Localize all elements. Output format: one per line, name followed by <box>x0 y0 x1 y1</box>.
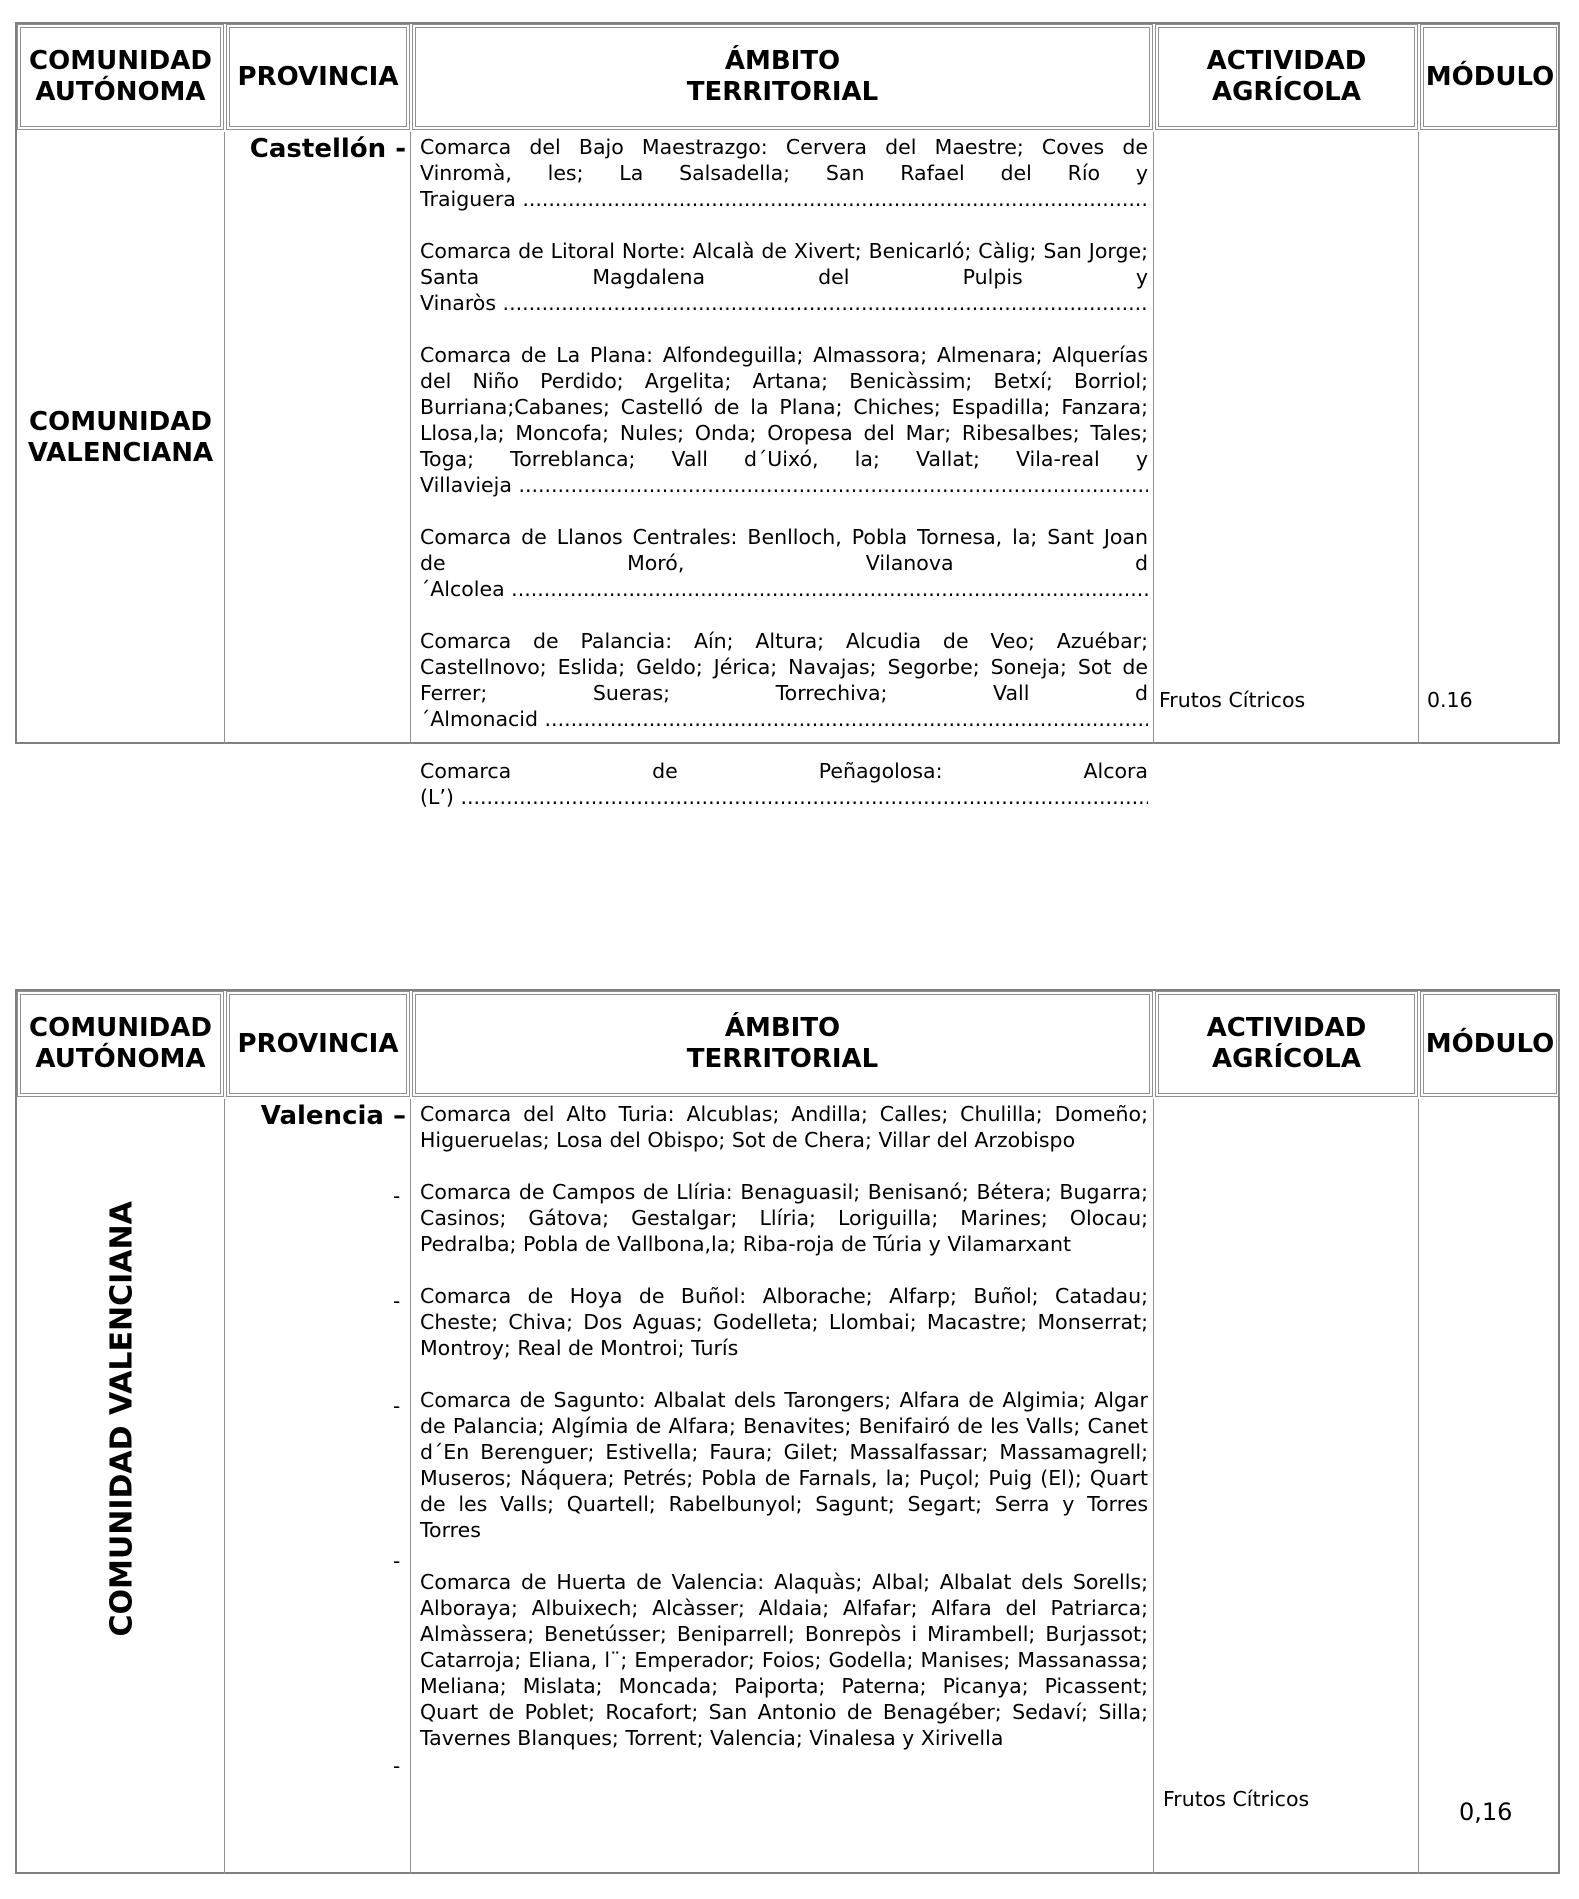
comarca-item: Comarca de Huerta de Valencia: Alaquàs; Albal; Albalat dels Sorells; Alboraya; Albuixech; Alcàsser; Aldaia; Alfafar; Alfara del Patriarca; Almàssera; Benetússer; Beniparrell; Bonrepòs i Mirambell; Burjassot; Catarroja; Eliana, l¨; Emperador; Foios; Godella; Manises; Massanassa; Meliana; Mislata; Moncada; Paiporta; Paterna; Picanya; Picassent; Quart de Poblet; Rocafort; San Antonio de Benagéber; Sedaví; Silla; Tavernes Blanques; Torrent; Valencia; Vinalesa y Xirivella <box>420 1570 1148 1750</box>
ambito-cell <box>420 134 1148 836</box>
comunidad-cell-vertical: COMUNIDAD VALENCIANA <box>104 1201 140 1637</box>
actividad-cell: Frutos Cítricos <box>1159 688 1306 712</box>
header-actividad: ACTIVIDAD AGRÍCOLA <box>1155 24 1418 130</box>
table-body <box>17 132 1558 809</box>
dash-mark: - <box>393 1549 401 1573</box>
dash-mark: - <box>393 1754 401 1778</box>
modulo-cell: 0.16 <box>1427 688 1473 712</box>
comarca-item: Comarca del Bajo Maestrazgo: Cervera del Maestre; Coves de Vinromà, les; La Salsadella; San Rafael del Río y Traiguera ..... <box>420 134 1148 212</box>
comarca-item: Comarca de Campos de Llíria: Benaguasil; Benisanó; Bétera; Bugarra; Casinos; Gátova; Gestalgar; Llíria; Loriguilla; Marines; Olocau; Pedralba; Pobla de Vallbona,la; Riba-roja de Túria y Vilamarxant <box>420 1180 1148 1256</box>
dash-mark: - <box>393 1184 401 1208</box>
actividad-cell: Frutos Cítricos <box>1163 1787 1310 1811</box>
provincia-cell: Castellón - <box>249 134 406 164</box>
header-comunidad: COMUNIDAD AUTÓNOMA <box>17 991 224 1097</box>
table-header-row <box>17 991 1558 1099</box>
comunidad-cell: COMUNIDAD VALENCIANA <box>27 407 214 468</box>
table-valencia <box>15 989 1560 1874</box>
provincia-cell: Valencia – <box>260 1101 406 1131</box>
table-castellon <box>15 22 1560 809</box>
comarca-item: Comarca del Alto Turia: Alcublas; Andilla; Calles; Chulilla; Domeño; Higueruelas; Losa del Obispo; Sot de Chera; Villar del Arzobispo <box>420 1102 1148 1152</box>
table-header-row <box>17 24 1558 132</box>
header-provincia: PROVINCIA <box>226 991 410 1097</box>
modulo-cell: 0,16 <box>1459 1798 1513 1826</box>
header-provincia: PROVINCIA <box>226 24 410 130</box>
dash-mark: - <box>393 1289 401 1313</box>
header-ambito: ÁMBITO TERRITORIAL <box>412 24 1153 130</box>
comarca-item: Comarca de Hoya de Buñol: Alborache; Alfarp; Buñol; Catadau; Cheste; Chiva; Dos Aguas; Godelleta; Llombai; Macastre; Monserrat; Montroy; Real de Montroi; Turís <box>420 1284 1148 1360</box>
header-modulo: MÓDULO <box>1420 991 1560 1097</box>
ambito-cell <box>420 1101 1148 1777</box>
comarca-item: Comarca de Llanos Centrales: Benlloch, Pobla Tornesa, la; Sant Joan de Moró, Vilanova d´Alcolea ..... <box>420 524 1148 602</box>
table-body <box>17 1099 1558 1874</box>
header-ambito: ÁMBITO TERRITORIAL <box>412 991 1153 1097</box>
dash-mark: - <box>393 1394 401 1418</box>
comarca-item: Comarca de La Plana: Alfondeguilla; Almassora; Almenara; Alquerías del Niño Perdido; Argelita; Artana; Benicàssim; Betxí; Borriol; Burriana;Cabanes; Castelló de la Plana; Chiches; Espadilla; Fanzara; Llosa,la; Moncofa; Nules; Onda; Oropesa del Mar; Ribesalbes; Tales; Toga; Torreblanca; Vall d´Uixó, la; Vallat; Vila-real y Villavieja ..... <box>420 342 1148 498</box>
comarca-item: Comarca de Litoral Norte: Alcalà de Xivert; Benicarló; Càlig; San Jorge; Santa Magdalena del Pulpis y Vinaròs ..... <box>420 238 1148 316</box>
header-modulo: MÓDULO <box>1420 24 1560 130</box>
comarca-item: Comarca de Peñagolosa: Alcora (L’) ..... <box>420 758 1148 810</box>
comarca-item: Comarca de Palancia: Aín; Altura; Alcudia de Veo; Azuébar; Castellnovo; Eslida; Geldo; Jérica; Navajas; Segorbe; Soneja; Sot de Ferrer; Sueras; Torrechiva; Vall d´Almonacid ..... <box>420 628 1148 732</box>
header-actividad: ACTIVIDAD AGRÍCOLA <box>1155 991 1418 1097</box>
header-comunidad: COMUNIDAD AUTÓNOMA <box>17 24 224 130</box>
comarca-item: Comarca de Sagunto: Albalat dels Tarongers; Alfara de Algimia; Algar de Palancia; Algímia de Alfara; Benavites; Benifairó de les Valls; Canet d´En Berenguer; Estivella; Faura; Gilet; Massalfassar; Massamagrell; Museros; Náquera; Petrés; Pobla de Farnals, la; Puçol; Puig (El); Quart de les Valls; Quartell; Rabelbunyol; Sagunt; Segart; Serra y Torres Torres <box>420 1388 1148 1542</box>
